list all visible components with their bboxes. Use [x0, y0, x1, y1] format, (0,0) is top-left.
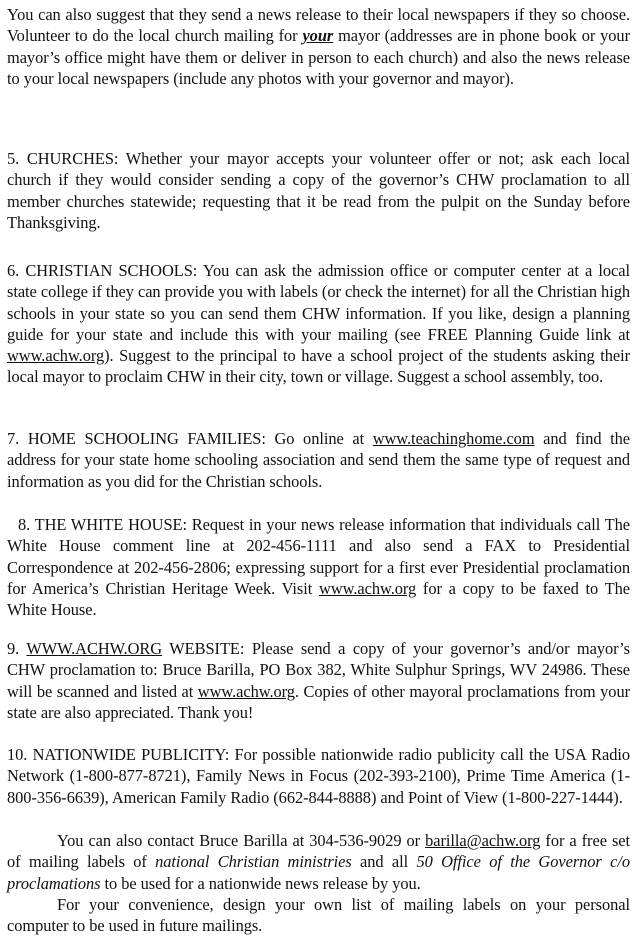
contact-text-b: for a free set of mailing labels of	[7, 831, 630, 872]
item-website-number: 9.	[7, 639, 27, 658]
achw-link[interactable]: www.achw.org	[319, 578, 417, 598]
item-churches	[7, 148, 630, 233]
contact-text-d: to be used for a nationwide news release by you.	[100, 873, 421, 893]
achw-website-link[interactable]: WWW.ACHW.ORG	[26, 639, 163, 658]
item-home-schooling-text-b: and find the address for your state home schooling association and send them the same type of request and information as you did for the Christian schools.	[7, 429, 630, 491]
achw-link[interactable]: www.achw.org	[7, 346, 105, 366]
contact-italic-ministries: national Christian ministries	[155, 852, 352, 872]
item-churches-text: 5. CHURCHES: Whether your mayor accepts your volunteer offer or not; ask each local church if they would consider sending a copy of the governor’s CHW proclamation to all member churches statewide; requesting that it be read from the pulpit on the Sunday before Thanksgiving.	[7, 149, 630, 232]
contact-italic-governor: 50 Office of the Governor c/o proclamations	[7, 852, 630, 893]
contact-text-a: You can also contact Bruce Barilla at 304-536-9029 or	[57, 831, 426, 850]
item-christian-schools-text-b: ). Suggest to the principal to have a school project of the students asking their local mayor to proclaim CHW in their city, town or village. Suggest a school assembly, too.	[7, 346, 630, 387]
item-white-house	[7, 514, 630, 620]
item-white-house-text-a: 8. THE WHITE HOUSE: Request in your news release information that individuals call The White House comment line at 202-456-1111 and also send a FAX to Presidential Correspondence at 202-456-2806; expressing support for a first ever Presidential proclamation for America’s Christian Heritage Week. Visit	[7, 515, 630, 598]
intro-emphasis: your	[302, 26, 334, 46]
item-website-text-a: WEBSITE: Please send a copy of your governor’s and/or mayor’s CHW proclamation to: Bruce Barilla, PO Box 382, White Sulphur Springs, WV 24986. These will be scanned and listed at	[7, 639, 630, 701]
convenience-text: For your convenience, design your own list of mailing labels on your personal computer to be used in future mailings.	[7, 895, 630, 936]
convenience-paragraph	[7, 894, 630, 937]
contact-paragraph	[7, 830, 630, 894]
intro-text-b: mayor (addresses are in phone book or your mayor’s office might have them or deliver in person to each church) and also the news release to your local newspapers (include any photos with your governor and mayor).	[7, 26, 630, 88]
item-website-text-b: . Copies of other mayoral proclamations from your state are also appreciated. Thank you!	[7, 681, 630, 722]
contact-text-c: and all	[351, 852, 417, 872]
item-nationwide-publicity	[7, 744, 630, 808]
intro-text-a: You can also suggest that they send a news release to their local newspapers if they so choose. Volunteer to do the local church mailing for	[7, 5, 630, 46]
item-website	[7, 638, 630, 723]
item-nationwide-publicity-text: 10. NATIONWIDE PUBLICITY: For possible nationwide radio publicity call the USA Radio Network (1-800-877-8721), Family News in Focus (202-393-2100), Prime Time America (1-800-356-6639), American Family Radio (662-844-8888) and Point of View (1-800-227-1444).	[7, 745, 630, 807]
teachinghome-link[interactable]: www.teachinghome.com	[372, 429, 535, 448]
item-christian-schools	[7, 260, 630, 388]
item-christian-schools-text-a: 6. CHRISTIAN SCHOOLS: You can ask the admission office or computer center at a local state college if they can provide you with labels (or check the internet) for all the Christian high schools in your state so you can send them CHW information. If you like, design a planning guide for your state and include this with your mailing (see FREE Planning Guide link at	[7, 261, 630, 344]
intro-paragraph	[7, 4, 630, 89]
email-link[interactable]: barilla@achw.org	[425, 831, 541, 850]
item-white-house-text-b: for a copy to be faxed to The White House.	[7, 578, 630, 620]
item-home-schooling	[7, 428, 630, 492]
achw-link[interactable]: www.achw.org	[197, 681, 295, 701]
item-home-schooling-text-a: 7. HOME SCHOOLING FAMILIES: Go online at	[7, 429, 373, 448]
